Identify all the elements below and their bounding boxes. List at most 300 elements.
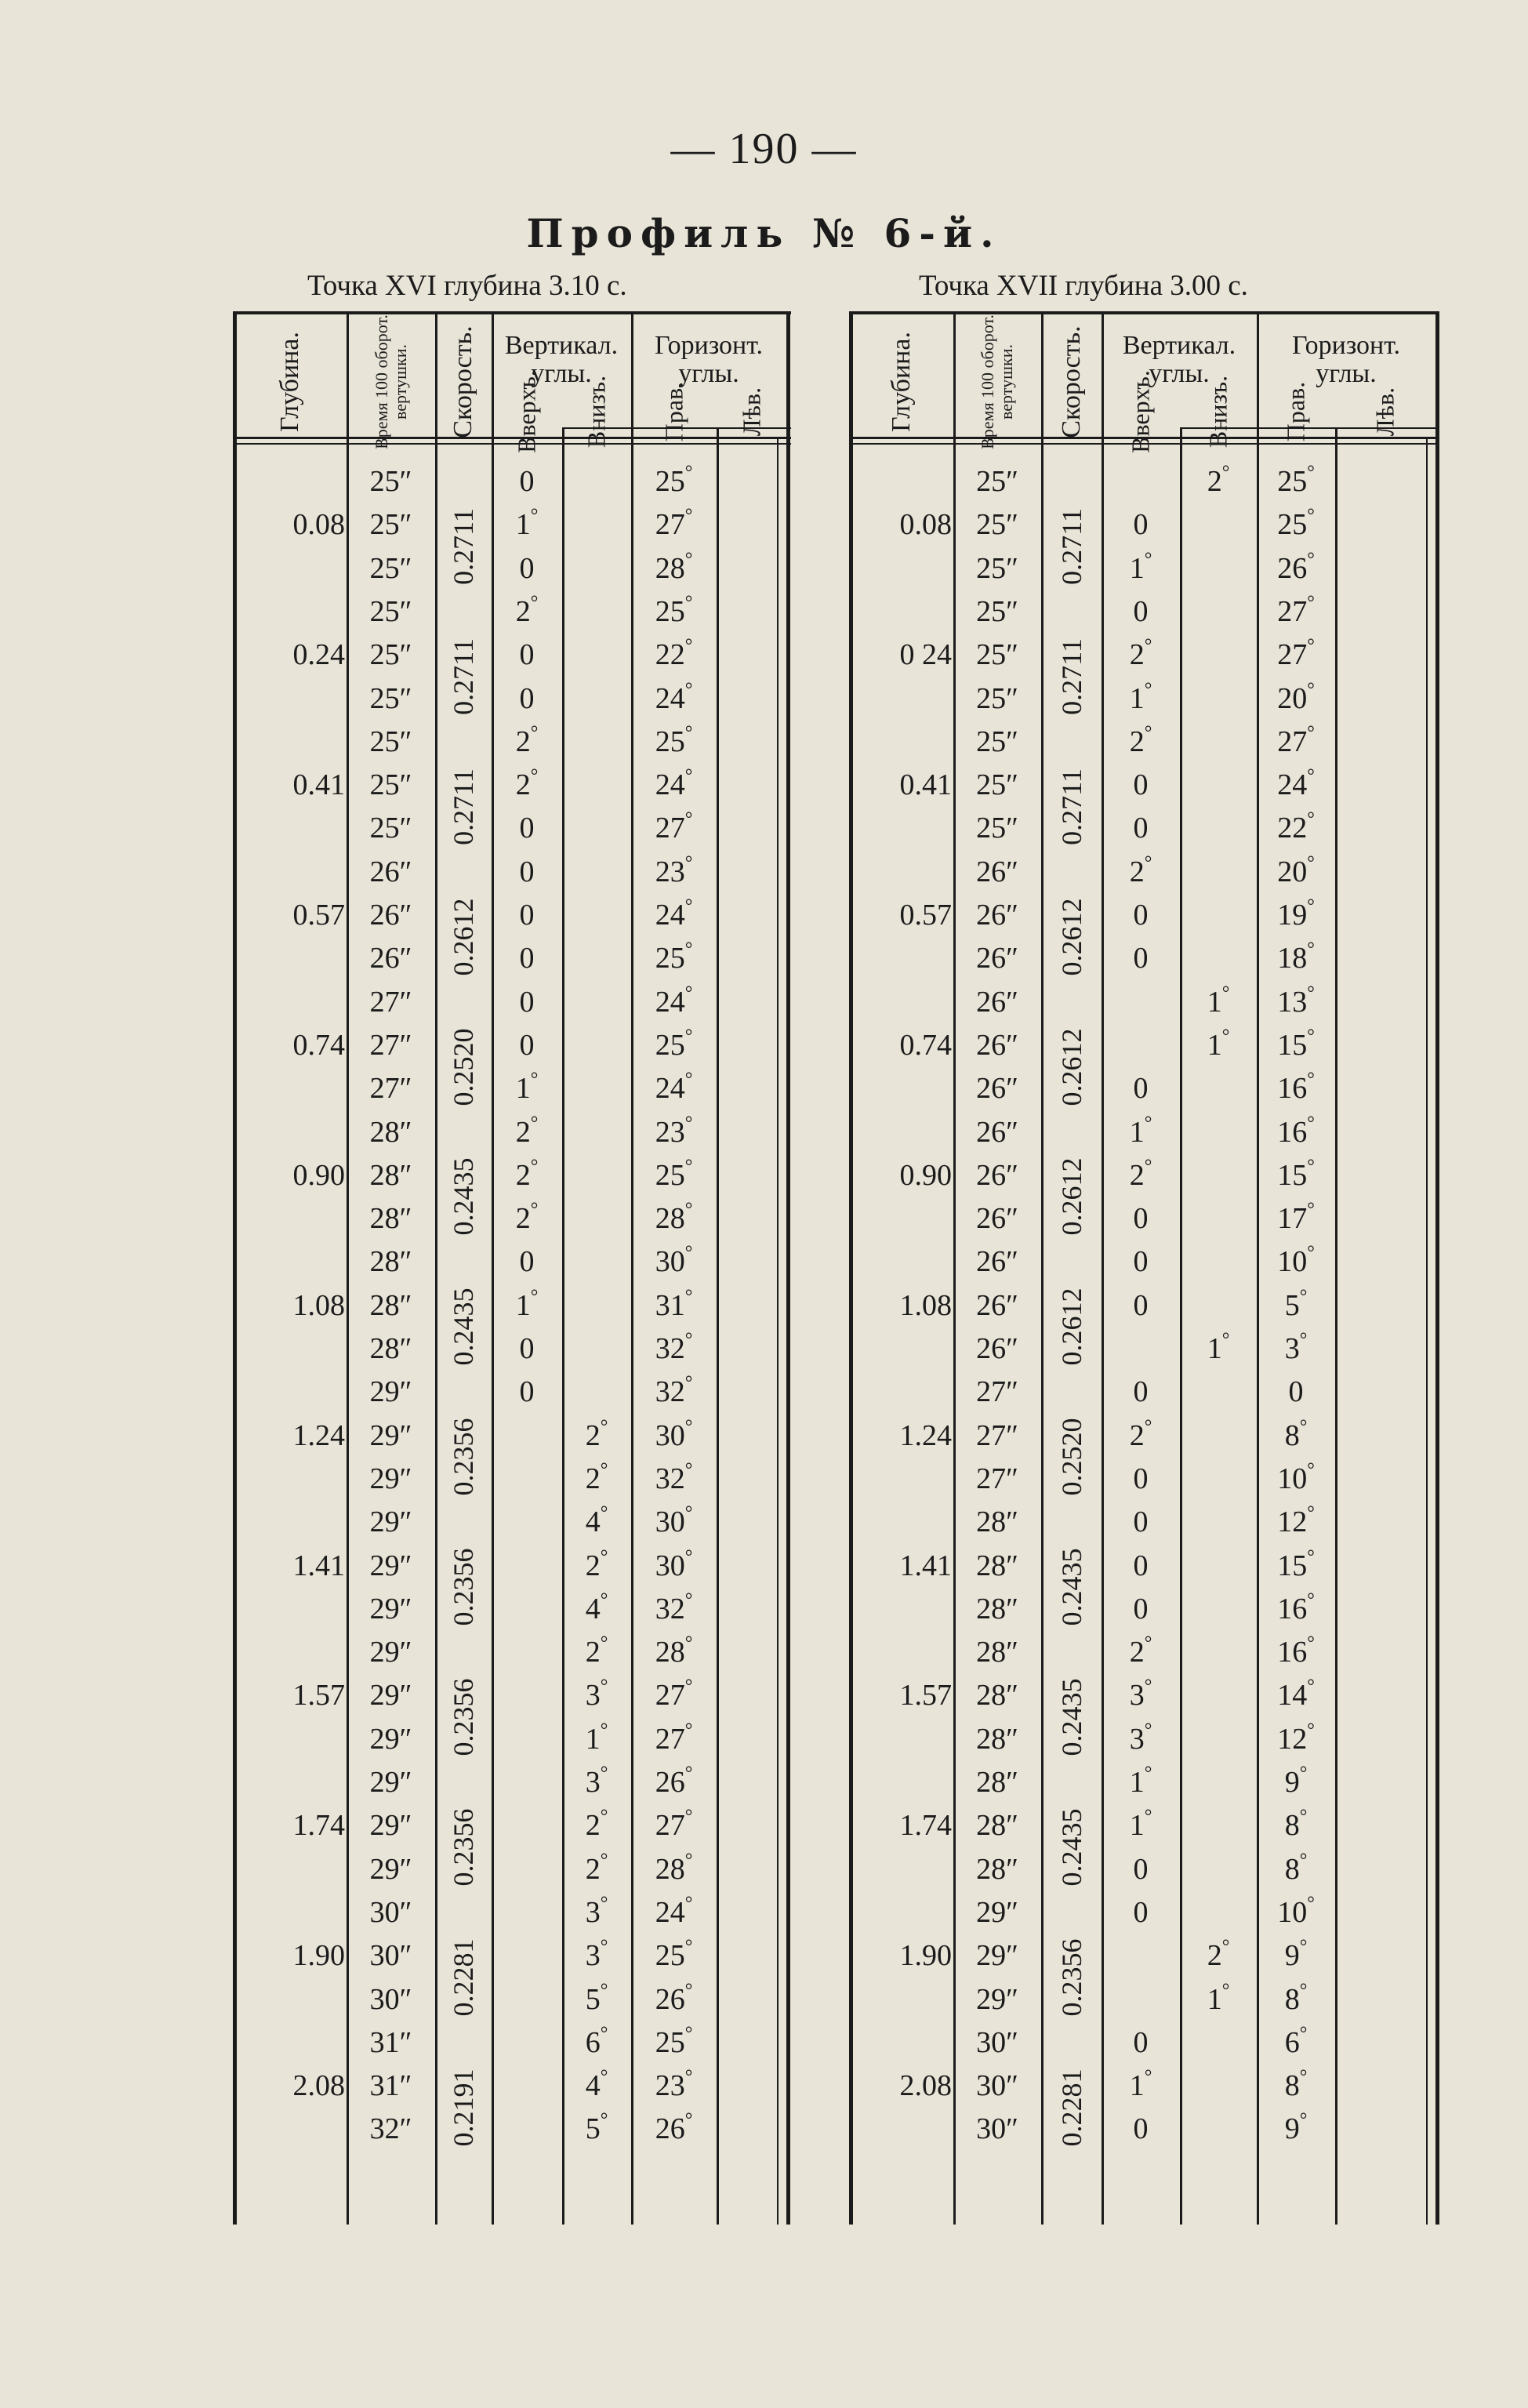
time-value: 25″ [369,508,412,542]
right-angle-value: 23° [655,1113,693,1149]
depth-value: 0.41 [899,768,952,802]
up-angle-value: 1° [515,1286,539,1322]
down-angle-value: 6° [585,2023,608,2059]
time-value: 29″ [369,1852,412,1886]
right-angle-value: 19° [1277,896,1315,932]
right-angle-value: 16° [1277,1070,1315,1106]
table-rule-vertical [1426,437,1428,2225]
down-angle-value: 3° [585,1676,608,1712]
table-rule-vertical [1335,427,1337,2225]
down-angle-value: 2° [585,1459,608,1495]
time-value: 28″ [369,1245,412,1279]
time-value: 25″ [976,768,1018,802]
time-value: 28″ [369,1288,412,1322]
depth-value: 0.74 [899,1028,952,1062]
right-angle-value: 13° [1277,982,1315,1019]
depth-value: 1.90 [899,1939,952,1973]
right-angle-value: 25° [655,722,693,758]
speed-value: 0.2711 [1055,508,1087,585]
down-angle-value: 2° [585,1633,608,1669]
right-angle-value: 30° [655,1243,693,1279]
header-depth: Глубина. [274,332,304,432]
up-angle-value: 1° [1129,1113,1152,1149]
right-angle-value: 20° [1277,852,1315,888]
header-speed: Скорость. [448,325,477,438]
right-angle-value: 16° [1277,1589,1315,1625]
time-value: 25″ [976,465,1018,498]
right-angle-value: 27° [1277,592,1315,628]
right-angle-value: 10° [1277,1459,1315,1495]
right-angle-value: 27° [1277,722,1315,758]
up-angle-value: 2° [1129,1633,1152,1669]
right-angle-value: 25° [655,2023,693,2059]
speed-value: 0.2435 [1055,1678,1087,1756]
down-angle-value: 1° [1207,1026,1230,1062]
speed-value: 0.2612 [1055,1157,1087,1236]
time-value: 26″ [976,899,1018,932]
up-angle-value: 2° [515,722,539,758]
header-time: Время 100 оборот. вертушки. [371,314,410,449]
time-value: 26″ [976,1245,1018,1279]
up-angle-value: 0 [1133,1895,1149,1929]
depth-value: 0.08 [899,508,952,542]
right-angle-value: 27° [655,506,693,542]
right-angle-value: 25° [1277,506,1315,542]
right-angle-value: 25° [655,592,693,628]
time-value: 25″ [976,508,1018,542]
speed-value: 0.2612 [448,898,479,976]
header-horizontal-angles: Горизонт. углы. [1291,331,1401,388]
up-angle-value: 0 [1133,1202,1149,1236]
up-angle-value: 0 [519,1028,535,1062]
table-rule-top [849,311,1439,314]
time-value: 25″ [369,465,412,498]
right-angle-value: 22° [655,636,693,672]
right-angle-value: 10° [1277,1893,1315,1929]
up-angle-value: 1° [1129,2067,1152,2103]
right-angle-value: 30° [655,1503,693,1539]
down-angle-value: 2° [585,1416,608,1452]
right-angle-value: 24° [655,1893,693,1929]
right-angle-value: 27° [655,1807,693,1843]
right-angle-value: 24° [1277,766,1315,802]
header-left: Лѣв. [1370,387,1399,437]
time-value: 27″ [976,1462,1018,1495]
time-value: 29″ [369,1766,412,1799]
header-speed: Скорость. [1056,325,1086,438]
table-rule-vertical [435,311,437,2225]
time-value: 26″ [976,1115,1018,1149]
depth-value: 1.57 [292,1679,345,1712]
up-angle-value: 0 [519,1375,535,1409]
speed-value: 0.2191 [448,2068,479,2147]
down-angle-value: 3° [585,1893,608,1929]
right-angle-value: 25° [655,1937,693,1973]
table-rule-vertical [1041,311,1043,2225]
down-angle-value: 3° [585,1763,608,1799]
depth-value: 0.57 [292,899,345,932]
right-angle-value: 6° [1284,2023,1308,2059]
time-value: 32″ [369,2112,412,2146]
up-angle-value: 0 [1133,1505,1149,1539]
time-value: 25″ [976,681,1018,715]
time-value: 27″ [369,1028,412,1062]
right-angle-value: 26° [655,1763,693,1799]
table-rule-vertical [786,311,790,2225]
page-number: — 190 — [670,125,858,173]
header-horizontal-angles: Горизонт. углы. [654,331,764,388]
time-value: 30″ [369,1982,412,2016]
right-angle-value: 28° [655,1633,693,1669]
right-angle-value: 25° [655,463,693,498]
depth-value: 0.08 [292,508,345,542]
right-angle-value: 26° [1277,549,1315,585]
up-angle-value: 1° [1129,679,1152,715]
depth-value: 0 24 [899,638,952,672]
speed-value: 0.2711 [1055,768,1087,845]
time-value: 28″ [976,1809,1018,1843]
up-angle-value: 0 [1133,812,1149,845]
right-angle-value: 12° [1277,1720,1315,1756]
time-value: 28″ [976,1505,1018,1539]
right-angle-value: 31° [655,1286,693,1322]
time-value: 29″ [369,1462,412,1495]
time-value: 29″ [976,1895,1018,1929]
speed-value: 0.2711 [448,508,479,585]
table-rule-top [233,311,791,314]
right-angle-value: 27° [655,1676,693,1712]
speed-value: 0.2520 [448,1028,479,1106]
time-value: 28″ [369,1115,412,1149]
time-value: 29″ [369,1636,412,1669]
up-angle-value: 0 [519,551,535,585]
time-value: 29″ [369,1592,412,1625]
down-angle-value: 2° [585,1546,608,1582]
time-value: 28″ [976,1549,1018,1582]
up-angle-value: 2° [515,1156,539,1192]
right-angle-value: 25° [655,939,693,975]
up-angle-value: 0 [1133,1288,1149,1322]
up-angle-value: 0 [1133,899,1149,932]
time-value: 28″ [369,1202,412,1236]
up-angle-value: 1° [515,506,539,542]
down-angle-value: 2° [1207,463,1230,498]
right-angle-value: 24° [655,982,693,1019]
time-value: 25″ [369,812,412,845]
up-angle-value: 2° [515,1200,539,1236]
time-value: 26″ [976,1072,1018,1106]
right-angle-value: 24° [655,766,693,802]
up-angle-value: 0 [1133,768,1149,802]
time-value: 28″ [976,1722,1018,1756]
speed-value: 0.2711 [1055,638,1087,715]
header-time: Время 100 оборот. вертушки. [978,314,1016,449]
up-angle-value: 0 [1133,1072,1149,1106]
speed-value: 0.2612 [1055,1288,1087,1366]
up-angle-value: 0 [1133,2112,1149,2146]
up-angle-value: 0 [1133,1852,1149,1886]
speed-value: 0.2612 [1055,898,1087,976]
time-value: 30″ [976,2025,1018,2059]
depth-value: 2.08 [899,2069,952,2103]
time-value: 26″ [976,1028,1018,1062]
time-value: 29″ [369,1679,412,1712]
time-value: 30″ [369,1895,412,1929]
up-angle-value: 2° [515,766,539,802]
header-vertical-angles: Вертикал. углы. [1122,331,1236,388]
time-value: 29″ [369,1809,412,1843]
up-angle-value: 0 [1133,1245,1149,1279]
depth-value: 1.74 [899,1809,952,1843]
depth-value: 1.08 [292,1288,345,1322]
down-angle-value: 1° [585,1720,608,1756]
header-vertical-angles: Вертикал. углы. [504,331,619,388]
right-angle-value: 10° [1277,1243,1315,1279]
right-angle-value: 28° [655,549,693,585]
right-angle-value: 28° [655,1850,693,1886]
speed-value: 0.2356 [448,1548,479,1626]
time-value: 30″ [369,1939,412,1973]
time-value: 26″ [369,899,412,932]
right-angle-value: 24° [655,679,693,715]
right-angle-value: 15° [1277,1546,1315,1582]
time-value: 28″ [976,1592,1018,1625]
up-angle-value: 0 [519,899,535,932]
down-angle-value: 3° [585,1937,608,1973]
up-angle-value: 3° [1129,1676,1152,1712]
depth-value: 0.41 [292,768,345,802]
time-value: 28″ [976,1636,1018,1669]
depth-value: 0.57 [899,899,952,932]
right-angle-value: 26° [655,2110,693,2146]
table-rule-vertical [1435,311,1439,2225]
up-angle-value: 2° [515,1113,539,1149]
up-angle-value: 0 [519,812,535,845]
speed-value: 0.2356 [448,1678,479,1756]
speed-value: 0.2356 [448,1418,479,1496]
right-angle-value: 8° [1284,1980,1308,2016]
up-angle-value: 2° [1129,1156,1152,1192]
up-angle-value: 0 [1133,508,1149,542]
right-angle-value: 12° [1277,1503,1315,1539]
right-angle-value: 9° [1284,1937,1308,1973]
up-angle-value: 2° [1129,636,1152,672]
up-angle-value: 0 [1133,2025,1149,2059]
up-angle-value: 0 [519,638,535,672]
time-value: 26″ [976,1202,1018,1236]
right-angle-value: 15° [1277,1156,1315,1192]
down-angle-value: 1° [1207,982,1230,1019]
up-angle-value: 0 [1133,1592,1149,1625]
time-value: 26″ [369,855,412,888]
right-angle-value: 3° [1284,1330,1308,1365]
up-angle-value: 0 [519,681,535,715]
time-value: 30″ [976,2069,1018,2103]
speed-value: 0.2435 [448,1288,479,1366]
header-left: Лѣв. [737,387,765,437]
right-angle-value: 25° [655,1026,693,1062]
up-angle-value: 0 [1133,1549,1149,1582]
time-value: 26″ [976,855,1018,888]
right-angle-value: 14° [1277,1676,1315,1712]
time-value: 28″ [976,1852,1018,1886]
depth-value: 1.57 [899,1679,952,1712]
right-angle-value: 8° [1284,1416,1308,1452]
right-angle-value: 8° [1284,1850,1308,1886]
time-value: 28″ [976,1766,1018,1799]
right-angle-value: 22° [1277,809,1315,845]
right-angle-value: 32° [655,1459,693,1495]
header-right: Прав. [659,381,688,442]
right-angle-value: 0 [1288,1375,1304,1409]
right-angle-value: 32° [655,1589,693,1625]
time-value: 26″ [976,985,1018,1019]
time-value: 31″ [369,2069,412,2103]
up-angle-value: 0 [1133,1462,1149,1495]
up-angle-value: 0 [519,1245,535,1279]
up-angle-value: 0 [519,855,535,888]
up-angle-value: 0 [519,985,535,1019]
speed-value: 0.2281 [1055,2068,1087,2147]
depth-value: 0.90 [899,1158,952,1192]
time-value: 28″ [369,1158,412,1192]
time-value: 25″ [369,551,412,585]
table-rule-vertical [777,437,779,2225]
up-angle-value: 1° [1129,549,1152,585]
speed-value: 0.2356 [448,1808,479,1887]
time-value: 27″ [369,985,412,1019]
right-angle-value: 27° [655,1720,693,1756]
right-angle-value: 9° [1284,2110,1308,2146]
time-value: 25″ [369,594,412,628]
time-value: 26″ [976,1158,1018,1192]
down-angle-value: 1° [1207,1980,1230,2016]
speed-value: 0.2711 [448,768,479,845]
header-down: Внизъ. [1203,375,1232,449]
up-angle-value: 1° [1129,1807,1152,1843]
depth-value: 0.90 [292,1158,345,1192]
right-angle-value: 16° [1277,1633,1315,1669]
depth-value: 1.24 [899,1418,952,1452]
depth-value: 1.90 [292,1939,345,1973]
up-angle-value: 0 [519,465,535,498]
time-value: 29″ [369,1549,412,1582]
time-value: 29″ [369,1505,412,1539]
speed-value: 0.2711 [448,638,479,715]
time-value: 29″ [369,1722,412,1756]
right-angle-value: 8° [1284,2067,1308,2103]
depth-value: 1.41 [899,1549,952,1582]
measurement-table-point-xvi [233,311,791,2225]
right-angle-value: 5° [1284,1286,1308,1322]
time-value: 26″ [976,942,1018,975]
depth-value: 0.24 [292,638,345,672]
table-rule-vertical [717,427,719,2225]
down-angle-value: 5° [585,1980,608,2016]
time-value: 26″ [976,1288,1018,1322]
table-caption-left: Точка XVI глубина 3.10 с. [307,270,627,302]
time-value: 27″ [369,1072,412,1106]
time-value: 29″ [976,1982,1018,2016]
time-value: 27″ [976,1418,1018,1452]
time-value: 30″ [976,2112,1018,2146]
down-angle-value: 4° [585,1589,608,1625]
right-angle-value: 9° [1284,1763,1308,1799]
right-angle-value: 24° [655,1070,693,1106]
right-angle-value: 23° [655,2067,693,2103]
right-angle-value: 28° [655,1200,693,1236]
time-value: 25″ [369,725,412,758]
right-angle-value: 25° [655,1156,693,1192]
up-angle-value: 2° [515,592,539,628]
up-angle-value: 2° [1129,722,1152,758]
down-angle-value: 2° [585,1807,608,1843]
table-caption-right: Точка XVII глубина 3.00 с. [919,270,1248,302]
time-value: 25″ [976,725,1018,758]
time-value: 26″ [976,1332,1018,1365]
up-angle-value: 0 [1133,942,1149,975]
speed-value: 0.2612 [1055,1028,1087,1106]
right-angle-value: 25° [1277,463,1315,498]
speed-value: 0.2435 [1055,1808,1087,1887]
right-angle-value: 27° [655,809,693,845]
right-angle-value: 8° [1284,1807,1308,1843]
speed-value: 0.2435 [1055,1548,1087,1626]
depth-value: 1.08 [899,1288,952,1322]
speed-value: 0.2281 [448,1938,479,2017]
down-angle-value: 2° [585,1850,608,1886]
depth-value: 1.24 [292,1418,345,1452]
down-angle-value: 4° [585,2067,608,2103]
depth-value: 0.74 [292,1028,345,1062]
page-title: Профиль № 6-й. [526,210,1002,256]
right-angle-value: 15° [1277,1026,1315,1062]
up-angle-value: 0 [519,1332,535,1365]
header-depth: Глубина. [886,332,916,432]
up-angle-value: 2° [1129,1416,1152,1452]
up-angle-value: 1° [1129,1763,1152,1799]
depth-value: 1.74 [292,1809,345,1843]
time-value: 29″ [369,1418,412,1452]
down-angle-value: 2° [1207,1937,1230,1973]
up-angle-value: 1° [515,1070,539,1106]
speed-value: 0.2356 [1055,1938,1087,2017]
right-angle-value: 24° [655,896,693,932]
header-up: Вверхъ. [1126,370,1155,453]
time-value: 29″ [369,1375,412,1409]
depth-value: 2.08 [292,2069,345,2103]
time-value: 25″ [976,812,1018,845]
header-up: Вверхъ. [512,370,541,453]
time-value: 25″ [976,551,1018,585]
time-value: 25″ [369,681,412,715]
right-angle-value: 27° [1277,636,1315,672]
right-angle-value: 16° [1277,1113,1315,1149]
right-angle-value: 32° [655,1373,693,1409]
right-angle-value: 18° [1277,939,1315,975]
right-angle-value: 23° [655,852,693,888]
time-value: 28″ [369,1332,412,1365]
right-angle-value: 30° [655,1416,693,1452]
speed-value: 0.2520 [1055,1418,1087,1496]
up-angle-value: 0 [1133,594,1149,628]
down-angle-value: 5° [585,2110,608,2146]
time-value: 25″ [976,594,1018,628]
up-angle-value: 0 [519,942,535,975]
time-value: 25″ [976,638,1018,672]
up-angle-value: 2° [1129,852,1152,888]
down-angle-value: 1° [1207,1330,1230,1365]
